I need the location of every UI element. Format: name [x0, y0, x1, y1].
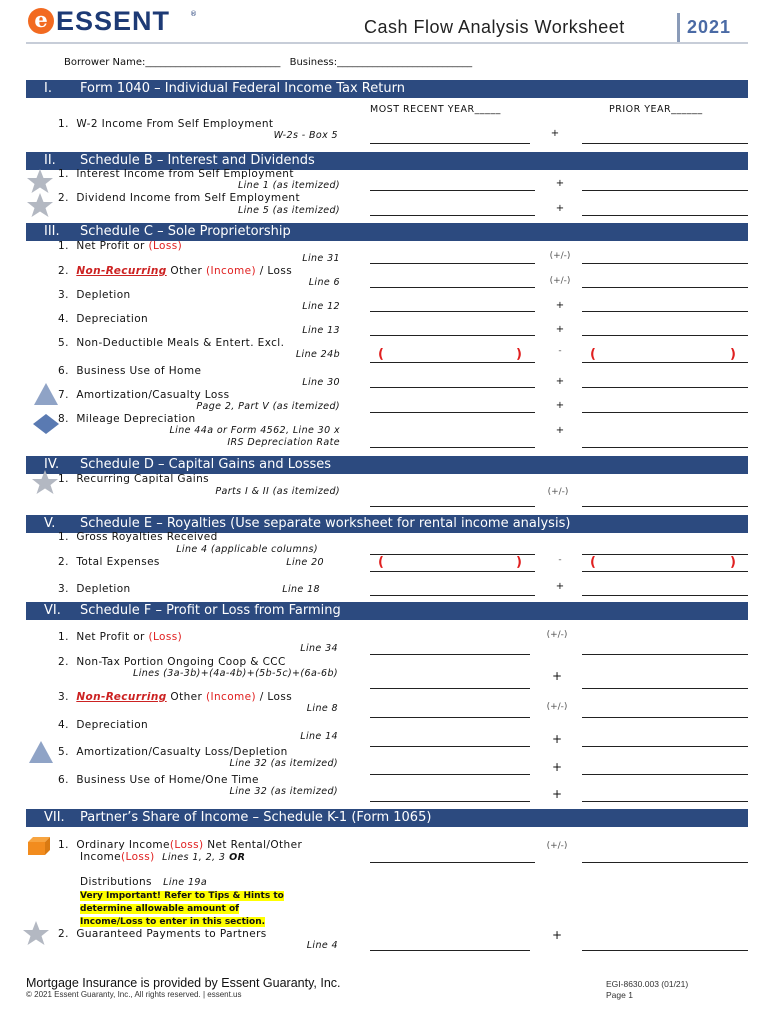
line-reference: Line 30: [302, 377, 340, 388]
line-item-continued: Income(Loss) Lines 1, 2, 3 OR: [80, 851, 246, 863]
operator: +: [555, 178, 565, 189]
line-item: 1. Gross Royalties Received: [58, 531, 218, 543]
most-recent-year-field[interactable]: [370, 801, 530, 802]
prior-year-field[interactable]: [582, 862, 748, 863]
line-reference: Lines (3a-3b)+(4a-4b)+(5b-5c)+(6a-6b): [133, 668, 338, 679]
header-rule: [26, 42, 748, 44]
paren-open: (: [590, 555, 596, 570]
prior-year-field[interactable]: [582, 571, 748, 572]
box-icon: [27, 836, 51, 856]
line-reference: Line 32 (as itemized): [229, 786, 338, 797]
operator: +: [555, 400, 565, 411]
operator: (+/-): [549, 251, 571, 261]
most-recent-year-field[interactable]: [370, 447, 535, 448]
section-number: III.: [44, 224, 60, 239]
operator: +: [551, 669, 563, 683]
most-recent-year-field[interactable]: [370, 774, 530, 775]
section-number: V.: [44, 516, 56, 531]
star-icon: [26, 168, 54, 194]
line-item: 2. Total Expenses: [58, 556, 160, 568]
prior-year-field[interactable]: [582, 387, 748, 388]
prior-year-field[interactable]: [582, 335, 748, 336]
line-reference: Line 1 (as itemized): [237, 180, 340, 191]
section-header-6: [26, 602, 748, 620]
most-recent-year-field[interactable]: [370, 571, 535, 572]
line-reference: Line 32 (as itemized): [229, 758, 338, 769]
line-item: 3. Non-Recurring Other (Income) / Loss: [58, 691, 293, 703]
section-title: Schedule E – Royalties (Use separate worksheet for rental income analysis): [80, 516, 571, 531]
paren-open: (: [378, 555, 384, 570]
prior-year-field[interactable]: [582, 654, 748, 655]
operator: +: [551, 787, 563, 801]
most-recent-year-field[interactable]: [370, 654, 530, 655]
line-item: 6. Business Use of Home: [58, 365, 202, 377]
paren-close: ): [516, 555, 522, 570]
prior-year-field[interactable]: [582, 801, 748, 802]
line-reference: Line 8: [306, 703, 338, 714]
prior-year-field[interactable]: [582, 717, 748, 718]
paren-close: ): [730, 555, 736, 570]
operator: (+/-): [547, 487, 569, 497]
line-reference: Line 4: [306, 940, 338, 951]
most-recent-year-field[interactable]: [370, 688, 530, 689]
page-title: Cash Flow Analysis Worksheet: [364, 17, 625, 37]
line-reference: Line 12: [302, 301, 340, 312]
section-number: IV.: [44, 457, 60, 472]
logo-text: ESSENT: [56, 6, 171, 36]
operator: (+/-): [546, 702, 568, 712]
prior-year-field[interactable]: [582, 215, 748, 216]
section-title: Schedule F – Profit or Loss from Farming: [80, 603, 341, 618]
most-recent-year-field[interactable]: [370, 335, 535, 336]
distributions-label: Distributions Line 19a: [80, 876, 208, 888]
borrower-line: [64, 57, 472, 68]
prior-year-field[interactable]: [582, 554, 748, 555]
footer-copyright: © 2021 Essent Guaranty, Inc., All rights reserved. | essent.us: [26, 990, 242, 999]
operator: (+/-): [546, 630, 568, 640]
prior-year-field[interactable]: [582, 506, 748, 507]
diamond-icon: [32, 413, 60, 435]
line-item: 2. Guaranteed Payments to Partners: [58, 928, 267, 940]
most-recent-year-field[interactable]: [370, 746, 530, 747]
line-reference: Line 13: [302, 325, 340, 336]
operator: +: [550, 128, 560, 139]
essent-logo-icon: e: [28, 8, 54, 34]
operator: +: [555, 376, 565, 387]
line-reference: Line 14: [300, 731, 338, 742]
star-icon: [22, 920, 50, 946]
line-reference: Line 5 (as itemized): [237, 205, 340, 216]
line-reference: Parts I & II (as itemized): [215, 486, 340, 497]
line-reference: Line 34: [300, 643, 338, 654]
operator: -: [558, 555, 562, 565]
prior-year-field[interactable]: [582, 950, 748, 951]
line-item: 2. Non-Tax Portion Ongoing Coop & CCC: [58, 656, 286, 668]
borrower-name-field[interactable]: ___________________________: [145, 57, 281, 68]
operator: +: [551, 732, 563, 746]
prior-year-field[interactable]: [582, 190, 748, 191]
line-item: 2. Dividend Income from Self Employment: [58, 192, 300, 204]
most-recent-year-field[interactable]: [370, 717, 530, 718]
section-number: VII.: [44, 810, 65, 825]
operator: (+/-): [546, 841, 568, 851]
line-item: 3. Depletion: [58, 289, 131, 301]
most-recent-year-field[interactable]: [370, 387, 535, 388]
operator: +: [555, 425, 565, 436]
prior-year-field[interactable]: [582, 311, 748, 312]
most-recent-year-field[interactable]: [370, 215, 535, 216]
section-number: II.: [44, 153, 56, 168]
section-title: Form 1040 – Individual Federal Income Tax Return: [80, 81, 405, 96]
line-reference: Line 4 (applicable columns): [176, 544, 318, 555]
most-recent-year-field[interactable]: [370, 554, 535, 555]
line-item: 1. W-2 Income From Self Employment: [58, 118, 274, 130]
page-number: Page 1: [606, 990, 633, 1000]
logo-registered-mark: ®: [190, 10, 197, 18]
line-item: 5. Amortization/Casualty Loss/Depletion: [58, 746, 288, 758]
prior-year-field[interactable]: [582, 412, 748, 413]
operator: +: [551, 760, 563, 774]
line-reference: Page 2, Part V (as itemized): [196, 401, 340, 412]
prior-year-field[interactable]: [582, 263, 748, 264]
triangle-icon: [33, 382, 59, 406]
section-header-3: [26, 223, 748, 241]
column-header-prior-year: PRIOR YEAR______: [609, 104, 703, 115]
operator: +: [555, 203, 565, 214]
line-reference: Line 31: [302, 253, 340, 264]
most-recent-year-field[interactable]: [370, 595, 535, 596]
line-item: 2. Non-Recurring Other (Income) / Loss: [58, 265, 293, 277]
title-divider: [677, 13, 680, 43]
most-recent-year-field[interactable]: [370, 287, 535, 288]
most-recent-year-field[interactable]: [370, 143, 530, 144]
line-reference: Line 18: [282, 584, 320, 595]
operator: (+/-): [549, 276, 571, 286]
line-item: 1. Interest Income from Self Employment: [58, 168, 294, 180]
section-title: Partner’s Share of Income – Schedule K-1 (Form 1065): [80, 810, 432, 825]
prior-year-field[interactable]: [582, 447, 748, 448]
line-reference: Line 20: [286, 557, 324, 568]
section-header-1: [26, 80, 748, 98]
line-item: 1. Ordinary Income(Loss) Net Rental/Other: [58, 839, 303, 851]
line-item: 1. Net Profit or (Loss): [58, 631, 183, 643]
prior-year-field[interactable]: [582, 688, 748, 689]
star-icon: [31, 469, 59, 495]
line-reference: Line 6: [308, 277, 340, 288]
most-recent-year-field[interactable]: [370, 263, 535, 264]
paren-close: ): [516, 347, 522, 362]
footer-disclaimer: Mortgage Insurance is provided by Essent Guaranty, Inc.: [26, 976, 341, 990]
section-title: Schedule B – Interest and Dividends: [80, 153, 315, 168]
section-title: Schedule C – Sole Proprietorship: [80, 224, 291, 239]
operator: -: [558, 346, 562, 356]
prior-year-field[interactable]: [582, 287, 748, 288]
business-name-field[interactable]: ___________________________: [337, 57, 473, 68]
section-number: I.: [44, 81, 52, 96]
operator: +: [555, 581, 565, 592]
line-reference: Line 44a or Form 4562, Line 30 x: [169, 425, 340, 436]
most-recent-year-field[interactable]: [370, 862, 535, 863]
prior-year-field[interactable]: [582, 362, 748, 363]
section-title: Schedule D – Capital Gains and Losses: [80, 457, 332, 472]
column-header-most-recent-year: MOST RECENT YEAR_____: [370, 104, 501, 115]
line-reference: Line 24b: [295, 349, 340, 360]
borrower-label: Borrower Name:: [64, 57, 146, 68]
operator: +: [551, 928, 563, 942]
line-item: 7. Amortization/Casualty Loss: [58, 389, 230, 401]
most-recent-year-field[interactable]: [370, 190, 535, 191]
tax-year: 2021: [687, 17, 732, 37]
prior-year-field[interactable]: [582, 774, 748, 775]
operator: +: [555, 300, 565, 311]
most-recent-year-field[interactable]: [370, 362, 535, 363]
line-item: 1. Recurring Capital Gains: [58, 473, 210, 485]
line-reference: IRS Depreciation Rate: [227, 437, 340, 448]
prior-year-field[interactable]: [582, 595, 748, 596]
line-reference: W-2s - Box 5: [273, 130, 338, 141]
business-label: Business:: [289, 57, 338, 68]
paren-open: (: [378, 347, 384, 362]
line-item: 8. Mileage Depreciation: [58, 413, 196, 425]
line-item: 4. Depreciation: [58, 719, 149, 731]
star-icon: [26, 192, 54, 218]
prior-year-field[interactable]: [582, 143, 748, 144]
line-item: 5. Non-Deductible Meals & Entert. Excl.: [58, 337, 285, 349]
paren-close: ): [730, 347, 736, 362]
most-recent-year-field[interactable]: [370, 412, 535, 413]
line-item: 1. Net Profit or (Loss): [58, 240, 183, 252]
line-item: 4. Depreciation: [58, 313, 149, 325]
form-id: EGI-8630.003 (01/21): [606, 979, 689, 989]
triangle-icon: [28, 740, 54, 764]
paren-open: (: [590, 347, 596, 362]
operator: +: [555, 324, 565, 335]
most-recent-year-field[interactable]: [370, 311, 535, 312]
section-header-7: [26, 809, 748, 827]
most-recent-year-field[interactable]: [370, 506, 535, 507]
line-item: 6. Business Use of Home/One Time: [58, 774, 259, 786]
most-recent-year-field[interactable]: [370, 950, 530, 951]
important-note: Very Important! Refer to Tips & Hints to determine allowable amount of Income/Loss to enter in this section.: [80, 891, 284, 927]
section-number: VI.: [44, 603, 61, 618]
line-item: 3. Depletion: [58, 583, 131, 595]
section-header-4: [26, 456, 748, 474]
prior-year-field[interactable]: [582, 746, 748, 747]
